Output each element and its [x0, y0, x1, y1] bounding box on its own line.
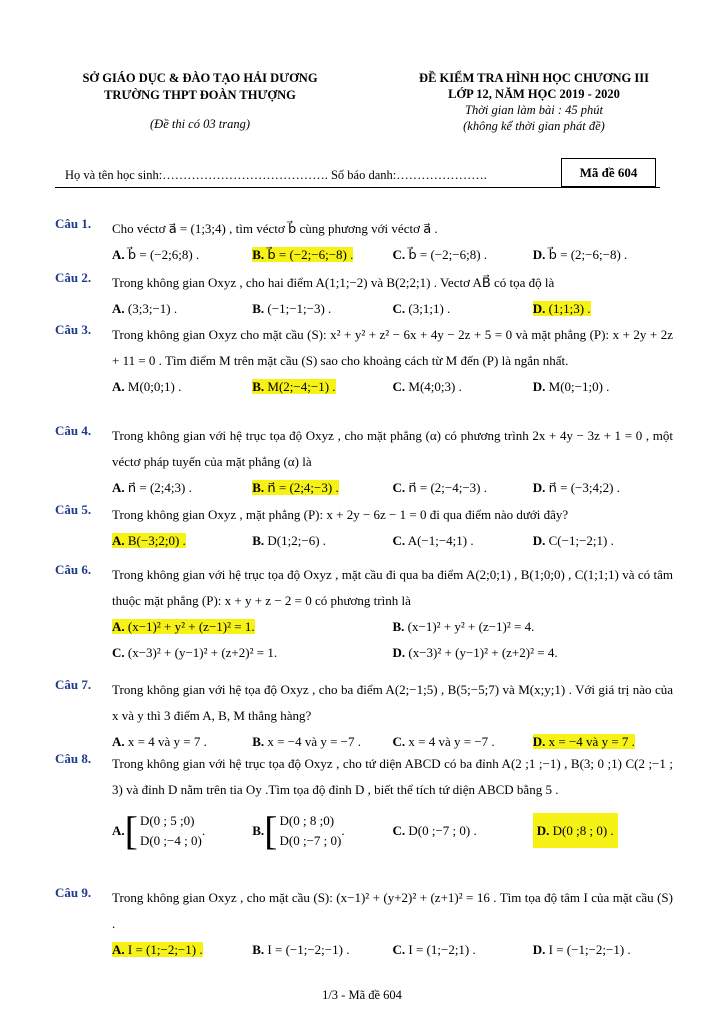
question-8: [55, 751, 673, 859]
question-4: [55, 423, 673, 501]
option-d: D. C(−1;−2;1) .: [532, 533, 614, 548]
student-info-line: Họ và tên học sinh:…………………………………. Số báo danh:………………….: [65, 168, 487, 182]
question-number: Câu 3.: [55, 322, 92, 337]
question-stem: Trong không gian với hệ tọa độ Oxyz , cho ba điểm A(2;−1;5) , B(5;−5;7) và M(x;y;1) . Với giá trị nào của x và y thì 3 điểm A, B, M thẳng hàng?: [112, 682, 673, 723]
option-c: C. b⃗ = (−2;−6;8) .: [392, 247, 488, 262]
question-stem: Trong không gian với hệ trục tọa độ Oxyz , mặt cầu đi qua ba điểm A(2;0;1) , B(1;0;0) , C(1;1;1) và có tâm thuộc mặt phẳng (P): x + y + z − 2 = 0 có phương trình là: [112, 567, 673, 608]
exam-code-box: Mã đề 604: [561, 158, 656, 187]
option-a: A. (3;3;−1) .: [112, 301, 178, 316]
question-stem: Trong không gian Oxyz cho mặt cầu (S): x² + y² + z² − 6x + 4y − 2z + 5 = 0 và mặt phẳng (P): x + 2y + 2z + 11 = 0 . Tìm điểm M trên mặt cầu (S) sao cho khoảng cách từ M đến (P) là ngắn nhất.: [112, 327, 673, 368]
page-footer: 1/3 - Mã đề 604: [322, 988, 402, 1002]
question-stem: Cho véctơ a⃗ = (1;3;4) , tìm véctơ b⃗ cùng phương với véctơ a⃗ .: [112, 221, 438, 236]
option-b: B. M(2;−4;−1) .: [252, 379, 336, 394]
option-d: D. (1;1;3) .: [532, 301, 591, 316]
option-c: C. D(0 ;−7 ; 0) .: [392, 823, 477, 838]
option-d: D. D(0 ;8 ; 0) .: [533, 818, 673, 844]
option-b: B. [ D(0 ; 8 ;0) D(0 ;−7 ; 0) .: [252, 808, 345, 853]
page-count-note: (Đề thi có 03 trang): [150, 117, 250, 131]
question-1: [55, 216, 673, 268]
exam-grade-year: LỚP 12, NĂM HỌC 2019 - 2020: [448, 87, 620, 101]
question-stem: Trong không gian Oxyz , cho hai điểm A(1;1;−2) và B(2;2;1) . Vectơ AB⃗ có tọa độ là: [112, 275, 555, 290]
option-b: B. b⃗ = (−2;−6;−8) .: [252, 247, 354, 262]
question-number: Câu 4.: [55, 423, 92, 438]
option-d: D. x = −4 và y = 7 .: [532, 734, 635, 749]
option-a: A. [ D(0 ; 5 ;0) D(0 ;−4 ; 0) .: [112, 808, 206, 853]
option-c: C. A(−1;−4;1) .: [392, 533, 474, 548]
question-3: [55, 322, 673, 400]
question-number: Câu 8.: [55, 751, 92, 766]
question-stem: Trong không gian Oxyz , mặt phẳng (P): x + 2y − 6z − 1 = 0 đi qua điểm nào dưới đây?: [112, 507, 569, 522]
option-a: A. I = (1;−2;−1) .: [112, 942, 203, 957]
question-5: [55, 502, 673, 554]
option-a: A. x = 4 và y = 7 .: [112, 734, 207, 749]
question-9: [55, 885, 673, 963]
option-d: D. I = (−1;−2;−1) .: [532, 942, 631, 957]
department-name: SỞ GIÁO DỤC & ĐÀO TẠO HẢI DƯƠNG: [82, 71, 318, 85]
school-name: TRƯỜNG THPT ĐOÀN THƯỢNG: [104, 88, 296, 102]
exam-header: [376, 70, 692, 134]
option-d: D. (x−3)² + (y−1)² + (z+2)² = 4.: [392, 645, 558, 660]
question-2: [55, 270, 673, 322]
option-a: A. n⃗ = (2;4;3) .: [112, 480, 192, 495]
question-stem: Trong không gian với hệ trục tọa độ Oxyz , cho mặt phẳng (α) có phương trình 2x + 4y − 3z + 1 = 0 , một véctơ pháp tuyến của mặt phẳng (α) là: [112, 428, 673, 469]
question-stem: Trong không gian Oxyz , cho mặt cầu (S): (x−1)² + (y+2)² + (z+1)² = 16 . Tìm tọa độ tâm I của mặt cầu (S) .: [112, 890, 673, 931]
option-d: D. b⃗ = (2;−6;−8) .: [532, 247, 628, 262]
option-a: A. M(0;0;1) .: [112, 379, 182, 394]
school-header: [40, 70, 360, 133]
question-number: Câu 6.: [55, 562, 92, 577]
exam-title: ĐỀ KIỂM TRA HÌNH HỌC CHƯƠNG III: [419, 71, 649, 85]
bracket-icon: [: [124, 808, 138, 853]
option-d: D. M(0;−1;0) .: [532, 379, 610, 394]
bracket-icon: [: [264, 808, 278, 853]
option-b: B. (x−1)² + y² + (z−1)² = 4.: [392, 619, 535, 634]
option-c: C. (3;1;1) .: [392, 301, 451, 316]
option-c: C. I = (1;−2;1) .: [392, 942, 476, 957]
option-b: B. I = (−1;−2;−1) .: [252, 942, 350, 957]
question-7: [55, 677, 673, 755]
option-c: C. M(4;0;3) .: [392, 379, 462, 394]
question-6: [55, 562, 673, 666]
exam-duration-note: (không kể thời gian phát đề): [463, 119, 605, 133]
option-b: B. x = −4 và y = −7 .: [252, 734, 362, 749]
question-stem: Trong không gian với hệ trục tọa độ Oxyz , cho tứ diện ABCD có ba đỉnh A(2 ;1 ;−1) , B(3; 0 ;1) C(2 ;−1 ; 3) và đỉnh D nằm trên tia Oy .Tìm tọa độ đỉnh D , biết thể tích tứ diện ABCD bằng 5 .: [112, 756, 673, 797]
option-b: B. n⃗ = (2;4;−3) .: [252, 480, 339, 495]
option-d: D. n⃗ = (−3;4;2) .: [532, 480, 620, 495]
exam-duration: Thời gian làm bài : 45 phút: [465, 103, 603, 117]
option-b: B. D(1;2;−6) .: [252, 533, 327, 548]
question-number: Câu 7.: [55, 677, 92, 692]
question-number: Câu 1.: [55, 216, 92, 231]
question-number: Câu 2.: [55, 270, 92, 285]
option-a: A. b⃗ = (−2;6;8) .: [112, 247, 200, 262]
option-a: A. (x−1)² + y² + (z−1)² = 1.: [112, 619, 255, 634]
option-c: C. n⃗ = (2;−4;−3) .: [392, 480, 488, 495]
option-b: B. (−1;−1;−3) .: [252, 301, 332, 316]
option-a: A. B(−3;2;0) .: [112, 533, 186, 548]
question-number: Câu 9.: [55, 885, 92, 900]
option-c: C. (x−3)² + (y−1)² + (z+2)² = 1.: [112, 645, 278, 660]
question-number: Câu 5.: [55, 502, 92, 517]
student-info-divider: [55, 187, 660, 188]
option-c: C. x = 4 và y = −7 .: [392, 734, 495, 749]
